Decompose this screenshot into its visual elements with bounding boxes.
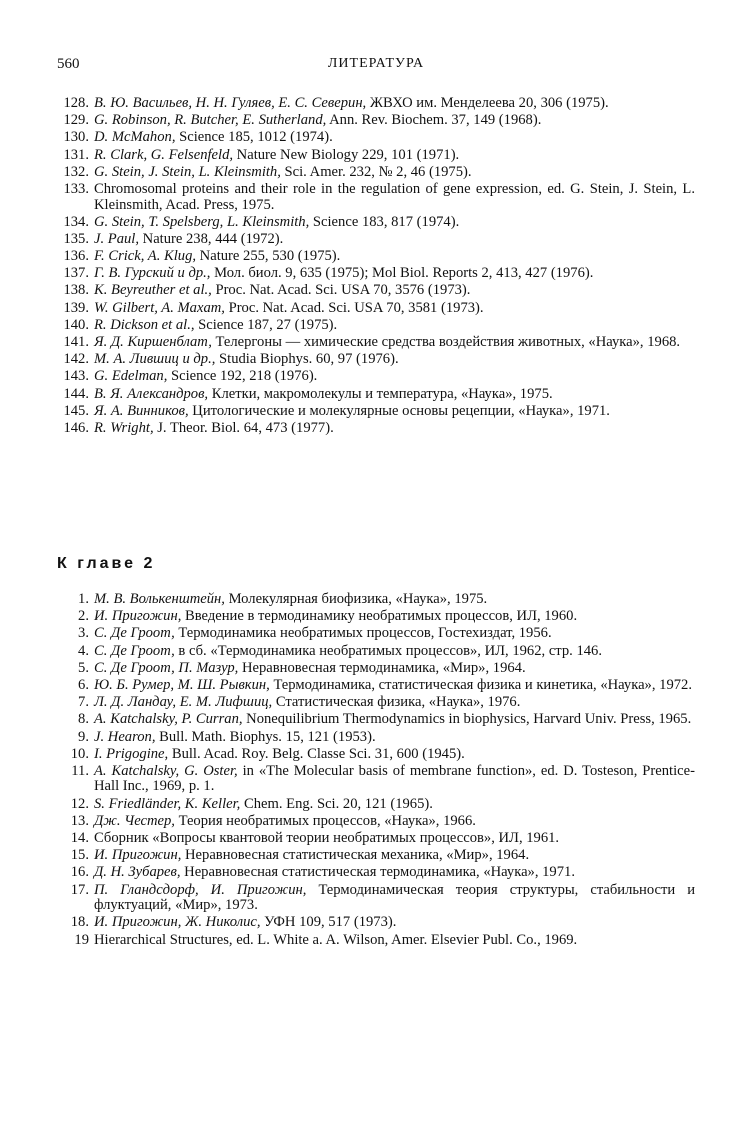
reference-number: 17. — [70, 881, 89, 898]
reference-authors: G. Stein, J. Stein, L. Kleinsmith, — [94, 163, 281, 180]
reference-text — [94, 421, 695, 437]
reference-source: Неравновесная статистическая термодинамика, «Наука», 1971. — [180, 864, 575, 881]
reference-item — [57, 182, 695, 213]
reference-number: 3. — [78, 625, 89, 642]
reference-authors: Я. Д. Киршенблат, — [94, 334, 212, 351]
reference-source: Мол. биол. 9, 635 (1975); Mol Biol. Reports 2, 413, 427 (1976). — [210, 265, 594, 282]
section-title: К главе 2 — [57, 555, 156, 572]
reference-authors: С. Де Гроот, — [94, 642, 175, 659]
reference-text — [94, 915, 695, 931]
reference-item — [57, 249, 695, 265]
reference-authors: В. Ю. Васильев, Н. Н. Гуляев, Е. С. Северин, — [94, 95, 367, 111]
reference-text — [94, 764, 695, 795]
reference-number: 131. — [63, 146, 89, 163]
reference-authors: A. Katchalsky, G. Oster, — [94, 762, 238, 779]
reference-number: 8. — [78, 711, 89, 728]
reference-source: Телергоны — химические средства воздействия животных, «Наука», 1968. — [211, 334, 681, 351]
reference-source: Неравновесная термодинамика, «Мир», 1964. — [238, 659, 526, 676]
reference-source: Статистическая физика, «Наука», 1976. — [272, 694, 521, 711]
reference-item — [57, 96, 695, 112]
reference-text — [94, 883, 695, 914]
reference-number: 6. — [78, 676, 89, 693]
reference-authors: G. Stein, T. Spelsberg, L. Kleinsmith, — [94, 213, 310, 230]
reference-source: Sci. Amer. 232, № 2, 46 (1975). — [280, 163, 472, 180]
reference-authors: F. Crick, A. Klug, — [94, 248, 197, 265]
reference-item — [57, 113, 695, 129]
reference-authors: П. Гландсдорф, И. Пригожин, — [94, 881, 307, 898]
reference-text — [94, 661, 695, 677]
reference-item — [57, 848, 695, 864]
reference-item — [57, 814, 695, 830]
reference-item — [57, 301, 695, 317]
reference-text — [94, 130, 695, 146]
reference-source: Science 183, 817 (1974). — [309, 213, 460, 230]
reference-text — [94, 266, 695, 282]
reference-authors: С. Де Гроот, П. Мазур, — [94, 659, 239, 676]
reference-authors: В. Я. Александров, — [94, 385, 209, 402]
reference-item — [57, 831, 695, 847]
reference-source: Введение в термодинамику необратимых процессов, ИЛ, 1960. — [181, 608, 578, 625]
reference-item — [57, 318, 695, 334]
reference-number: 144. — [63, 385, 89, 402]
reference-item — [57, 644, 695, 660]
reference-text — [94, 730, 695, 746]
reference-source: Proc. Nat. Acad. Sci. USA 70, 3581 (1973). — [224, 299, 484, 316]
reference-source: Studia Biophys. 60, 97 (1976). — [215, 351, 399, 368]
reference-number: 9. — [78, 728, 89, 745]
reference-text — [94, 404, 695, 420]
reference-authors: И. Пригожин, Ж. Николис, — [94, 914, 261, 931]
reference-text — [94, 249, 695, 265]
reference-number: 13. — [70, 812, 89, 829]
reference-item — [57, 764, 695, 795]
reference-text — [94, 232, 695, 248]
reference-item — [57, 148, 695, 164]
reference-text — [94, 678, 695, 694]
reference-source: Science 185, 1012 (1974). — [175, 129, 333, 146]
reference-authors: И. Пригожин, — [94, 847, 182, 864]
reference-text — [94, 712, 695, 728]
reference-number: 145. — [63, 402, 89, 419]
reference-authors: W. Gilbert, A. Maxam, — [94, 299, 225, 316]
reference-number: 140. — [63, 316, 89, 333]
reference-item — [57, 609, 695, 625]
reference-list-chapter-1 — [57, 96, 695, 438]
reference-text — [94, 831, 695, 847]
reference-source: Термодинамика, статистическая физика и кинетика, «Наука», 1972. — [269, 676, 692, 693]
reference-item — [57, 165, 695, 181]
reference-item — [57, 130, 695, 146]
reference-item — [57, 933, 695, 949]
reference-text — [94, 335, 695, 351]
reference-text — [94, 165, 695, 181]
reference-text — [94, 609, 695, 625]
reference-text — [94, 352, 695, 368]
reference-number: 7. — [78, 694, 89, 711]
reference-number: 138. — [63, 282, 89, 299]
reference-item — [57, 421, 695, 437]
reference-source: УФН 109, 517 (1973). — [260, 914, 397, 931]
reference-item — [57, 695, 695, 711]
reference-source: Science 187, 27 (1975). — [194, 316, 338, 333]
reference-authors: I. Prigogine, — [94, 745, 169, 762]
reference-source: Цитологические и молекулярные основы рецепции, «Наука», 1971. — [188, 402, 610, 419]
reference-number: 142. — [63, 351, 89, 368]
reference-number: 137. — [63, 265, 89, 282]
reference-list-chapter-2 — [57, 592, 695, 950]
reference-source: Bull. Math. Biophys. 15, 121 (1953). — [155, 728, 376, 745]
reference-authors: J. Hearon, — [94, 728, 156, 745]
reference-number: 146. — [63, 419, 89, 436]
reference-text — [94, 747, 695, 763]
reference-number: 134. — [63, 213, 89, 230]
reference-number: 136. — [63, 248, 89, 265]
reference-authors: Д. Н. Зубарев, — [94, 864, 181, 881]
reference-authors: Я. А. Винников, — [94, 402, 189, 419]
reference-authors: Ю. Б. Румер, М. Ш. Рывкин, — [94, 676, 270, 693]
reference-item — [57, 661, 695, 677]
page-header — [57, 56, 695, 74]
reference-number: 143. — [63, 368, 89, 385]
reference-number: 15. — [70, 847, 89, 864]
reference-authors: R. Dickson et al., — [94, 316, 195, 333]
reference-source: J. Theor. Biol. 64, 473 (1977). — [153, 419, 334, 436]
reference-authors: Дж. Честер, — [94, 812, 175, 829]
reference-item — [57, 335, 695, 351]
reference-number: 132. — [63, 163, 89, 180]
reference-item — [57, 626, 695, 642]
reference-text — [94, 148, 695, 164]
reference-authors: J. Paul, — [94, 230, 139, 247]
reference-number: 10. — [70, 745, 89, 762]
reference-text — [94, 695, 695, 711]
reference-item — [57, 232, 695, 248]
reference-item — [57, 369, 695, 385]
reference-item — [57, 865, 695, 881]
running-title: ЛИТЕРАТУРА — [327, 56, 425, 71]
reference-text — [94, 318, 695, 334]
reference-text — [94, 644, 695, 660]
reference-source: Science 192, 218 (1976). — [167, 368, 318, 385]
reference-text — [94, 797, 695, 813]
reference-number: 11. — [71, 762, 89, 779]
reference-authors: G. Robinson, R. Butcher, E. Sutherland, — [94, 112, 327, 129]
reference-text — [94, 626, 695, 642]
reference-source: Неравновесная статистическая механика, «Мир», 1964. — [181, 847, 530, 864]
reference-source: Клетки, макромолекулы и температура, «Наука», 1975. — [208, 385, 553, 402]
reference-item — [57, 797, 695, 813]
reference-number: 12. — [70, 795, 89, 812]
reference-number: 128. — [63, 95, 89, 111]
reference-number: 130. — [63, 129, 89, 146]
reference-authors: Л. Д. Ландау, Е. М. Лифшиц, — [94, 694, 273, 711]
reference-text — [94, 848, 695, 864]
reference-text — [94, 96, 695, 112]
reference-number: 141. — [63, 334, 89, 351]
reference-text — [94, 814, 695, 830]
reference-source: Bull. Acad. Roy. Belg. Classe Sci. 31, 600 (1945). — [168, 745, 465, 762]
reference-source: Nature 238, 444 (1972). — [139, 230, 284, 247]
reference-text — [94, 215, 695, 231]
reference-source: Термодинамика необратимых процессов, Гостехиздат, 1956. — [174, 625, 552, 642]
reference-text — [94, 369, 695, 385]
reference-text — [94, 182, 695, 213]
reference-number: 135. — [63, 230, 89, 247]
reference-number: 14. — [70, 830, 89, 847]
reference-item — [57, 592, 695, 608]
reference-item — [57, 730, 695, 746]
reference-text — [94, 933, 695, 949]
reference-source: в сб. «Термодинамика необратимых процессов», ИЛ, 1962, стр. 146. — [174, 642, 602, 659]
reference-source: in «The Molecular basis of membrane function», ed. D. Tosteson, Prentice-Hall Inc., 1969, p. 1. — [94, 762, 695, 795]
reference-item — [57, 215, 695, 231]
reference-item — [57, 266, 695, 282]
reference-number: 16. — [70, 864, 89, 881]
reference-number: 5. — [78, 659, 89, 676]
reference-number: 139. — [63, 299, 89, 316]
reference-authors: D. McMahon, — [94, 129, 176, 146]
reference-authors: М. А. Лившиц и др., — [94, 351, 216, 368]
reference-item — [57, 747, 695, 763]
reference-item — [57, 404, 695, 420]
reference-authors: A. Katchalsky, P. Curran, — [94, 711, 243, 728]
reference-item — [57, 283, 695, 299]
reference-source: Nature New Biology 229, 101 (1971). — [233, 146, 460, 163]
reference-source: Proc. Nat. Acad. Sci. USA 70, 3576 (1973). — [211, 282, 471, 299]
reference-text — [94, 283, 695, 299]
reference-item — [57, 915, 695, 931]
reference-text — [94, 301, 695, 317]
reference-authors: И. Пригожин, — [94, 608, 182, 625]
reference-text — [94, 387, 695, 403]
reference-source: Термодинамическая теория структуры, стабильности и флуктуаций, «Мир», 1973. — [94, 881, 696, 914]
reference-source: Chromosomal proteins and their role in the regulation of gene expression, ed. G. Stein, J. Stein, L. Kleinsmith, Acad. Press, 1975. — [94, 180, 695, 213]
reference-number: 1. — [78, 591, 89, 607]
reference-authors: R. Wright, — [94, 419, 154, 436]
reference-item — [57, 712, 695, 728]
reference-source: Hierarchical Structures, ed. L. White a. A. Wilson, Amer. Elsevier Publ. Co., 1969. — [94, 931, 578, 948]
reference-item — [57, 883, 695, 914]
reference-source: Сборник «Вопросы квантовой теории необратимых процессов», ИЛ, 1961. — [94, 830, 560, 847]
page-number: 560 — [57, 56, 80, 72]
reference-source: Молекулярная биофизика, «Наука», 1975. — [224, 591, 488, 607]
reference-number: 2. — [78, 608, 89, 625]
reference-authors: S. Friedländer, K. Keller, — [94, 795, 241, 812]
reference-number: 129. — [63, 112, 89, 129]
reference-source: Ann. Rev. Biochem. 37, 149 (1968). — [326, 112, 542, 129]
reference-authors: K. Beyreuther et al., — [94, 282, 212, 299]
reference-authors: G. Edelman, — [94, 368, 168, 385]
reference-authors: М. В. Волькенштейн, — [94, 591, 225, 607]
reference-item — [57, 352, 695, 368]
reference-number: 18. — [70, 914, 89, 931]
reference-authors: С. Де Гроот, — [94, 625, 175, 642]
reference-item — [57, 387, 695, 403]
reference-source: Теория необратимых процессов, «Наука», 1966. — [174, 812, 476, 829]
reference-source: Nonequilibrium Thermodynamics in biophysics, Harvard Univ. Press, 1965. — [242, 711, 692, 728]
reference-number: 19 — [74, 931, 89, 948]
reference-text — [94, 592, 695, 608]
reference-number: 133. — [63, 180, 89, 197]
reference-authors: R. Clark, G. Felsenfeld, — [94, 146, 234, 163]
reference-source: ЖВХО им. Менделеева 20, 306 (1975). — [366, 95, 609, 111]
reference-text — [94, 865, 695, 881]
reference-text — [94, 113, 695, 129]
reference-authors: Г. В. Гурский и др., — [94, 265, 211, 282]
reference-item — [57, 678, 695, 694]
reference-source: Chem. Eng. Sci. 20, 121 (1965). — [240, 795, 433, 812]
reference-number: 4. — [78, 642, 89, 659]
reference-source: Nature 255, 530 (1975). — [196, 248, 341, 265]
